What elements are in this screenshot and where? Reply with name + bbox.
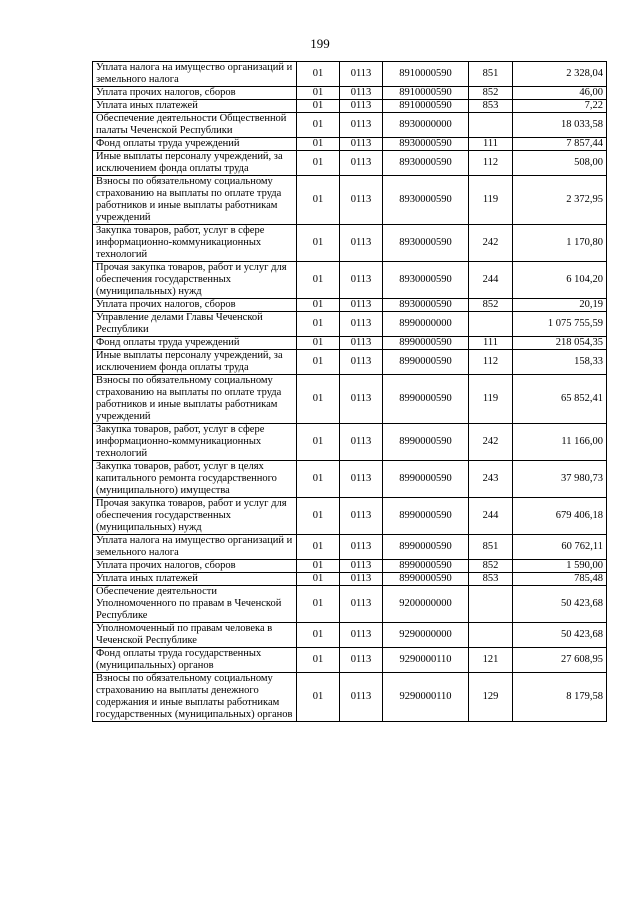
- section-code-cell: 01: [297, 337, 340, 350]
- section-code-cell: 01: [297, 648, 340, 673]
- expense-name-cell: Закупка товаров, работ, услуг в целях капитального ремонта государственного (муниципального) имущества: [93, 461, 297, 498]
- section-code-cell: 01: [297, 62, 340, 87]
- expense-type-cell: [469, 623, 513, 648]
- amount-cell: 679 406,18: [513, 498, 607, 535]
- expense-name-cell: Закупка товаров, работ, услуг в сфере информационно-коммуникационных технологий: [93, 225, 297, 262]
- subsection-code-cell: 0113: [340, 560, 383, 573]
- subsection-code-cell: 0113: [340, 113, 383, 138]
- section-code-cell: 01: [297, 560, 340, 573]
- expense-type-cell: 853: [469, 100, 513, 113]
- section-code-cell: 01: [297, 87, 340, 100]
- amount-cell: 37 980,73: [513, 461, 607, 498]
- expense-type-cell: 852: [469, 560, 513, 573]
- table-row: [93, 312, 607, 337]
- amount-cell: 1 590,00: [513, 560, 607, 573]
- amount-cell: 2 328,04: [513, 62, 607, 87]
- table-row: [93, 560, 607, 573]
- amount-cell: 7 857,44: [513, 138, 607, 151]
- section-code-cell: 01: [297, 623, 340, 648]
- amount-cell: 20,19: [513, 299, 607, 312]
- section-code-cell: 01: [297, 151, 340, 176]
- expense-name-cell: Уплата иных платежей: [93, 100, 297, 113]
- expense-type-cell: 242: [469, 225, 513, 262]
- target-article-cell: 8990000590: [383, 560, 469, 573]
- target-article-cell: 8930000590: [383, 262, 469, 299]
- section-code-cell: 01: [297, 138, 340, 151]
- subsection-code-cell: 0113: [340, 498, 383, 535]
- table-row: [93, 498, 607, 535]
- expense-name-cell: Взносы по обязательному социальному страхованию на выплаты денежного содержания и иные выплаты работникам государственных (муниципальных) органов: [93, 673, 297, 722]
- amount-cell: 50 423,68: [513, 623, 607, 648]
- expense-type-cell: 853: [469, 573, 513, 586]
- amount-cell: 65 852,41: [513, 375, 607, 424]
- table-row: [93, 87, 607, 100]
- subsection-code-cell: 0113: [340, 424, 383, 461]
- section-code-cell: 01: [297, 535, 340, 560]
- subsection-code-cell: 0113: [340, 299, 383, 312]
- section-code-cell: 01: [297, 498, 340, 535]
- budget-table: [92, 61, 607, 722]
- expense-name-cell: Прочая закупка товаров, работ и услуг для обеспечения государственных (муниципальных) нужд: [93, 498, 297, 535]
- expense-type-cell: 112: [469, 350, 513, 375]
- budget-table-body: [93, 62, 607, 722]
- target-article-cell: 8990000590: [383, 461, 469, 498]
- expense-name-cell: Фонд оплаты труда государственных (муниципальных) органов: [93, 648, 297, 673]
- expense-name-cell: Закупка товаров, работ, услуг в сфере информационно-коммуникационных технологий: [93, 424, 297, 461]
- target-article-cell: 8930000000: [383, 113, 469, 138]
- section-code-cell: 01: [297, 424, 340, 461]
- target-article-cell: 9290000000: [383, 623, 469, 648]
- amount-cell: 785,48: [513, 573, 607, 586]
- expense-type-cell: 111: [469, 337, 513, 350]
- table-row: [93, 100, 607, 113]
- expense-name-cell: Обеспечение деятельности Общественной палаты Чеченской Республики: [93, 113, 297, 138]
- section-code-cell: 01: [297, 262, 340, 299]
- target-article-cell: 8990000590: [383, 573, 469, 586]
- subsection-code-cell: 0113: [340, 461, 383, 498]
- expense-name-cell: Уплата прочих налогов, сборов: [93, 87, 297, 100]
- target-article-cell: 8990000590: [383, 375, 469, 424]
- amount-cell: 11 166,00: [513, 424, 607, 461]
- table-row: [93, 176, 607, 225]
- expense-type-cell: 244: [469, 498, 513, 535]
- amount-cell: 1 075 755,59: [513, 312, 607, 337]
- table-row: [93, 113, 607, 138]
- amount-cell: 8 179,58: [513, 673, 607, 722]
- amount-cell: 6 104,20: [513, 262, 607, 299]
- expense-type-cell: 851: [469, 535, 513, 560]
- target-article-cell: 8930000590: [383, 299, 469, 312]
- expense-type-cell: 851: [469, 62, 513, 87]
- subsection-code-cell: 0113: [340, 151, 383, 176]
- expense-type-cell: [469, 113, 513, 138]
- amount-cell: 60 762,11: [513, 535, 607, 560]
- subsection-code-cell: 0113: [340, 100, 383, 113]
- table-row: [93, 461, 607, 498]
- subsection-code-cell: 0113: [340, 586, 383, 623]
- amount-cell: 158,33: [513, 350, 607, 375]
- table-row: [93, 337, 607, 350]
- target-article-cell: 8990000590: [383, 350, 469, 375]
- expense-type-cell: 244: [469, 262, 513, 299]
- expense-type-cell: 129: [469, 673, 513, 722]
- expense-name-cell: Уплата налога на имущество организаций и земельного налога: [93, 535, 297, 560]
- expense-type-cell: 111: [469, 138, 513, 151]
- expense-name-cell: Уплата прочих налогов, сборов: [93, 299, 297, 312]
- table-row: [93, 62, 607, 87]
- page-number: 199: [310, 36, 330, 51]
- amount-cell: 2 372,95: [513, 176, 607, 225]
- section-code-cell: 01: [297, 375, 340, 424]
- target-article-cell: 8910000590: [383, 100, 469, 113]
- expense-type-cell: 119: [469, 176, 513, 225]
- subsection-code-cell: 0113: [340, 225, 383, 262]
- expense-type-cell: 243: [469, 461, 513, 498]
- section-code-cell: 01: [297, 176, 340, 225]
- expense-name-cell: Иные выплаты персоналу учреждений, за исключением фонда оплаты труда: [93, 151, 297, 176]
- expense-name-cell: Фонд оплаты труда учреждений: [93, 337, 297, 350]
- target-article-cell: 8930000590: [383, 225, 469, 262]
- expense-type-cell: 121: [469, 648, 513, 673]
- expense-name-cell: Взносы по обязательному социальному страхованию на выплаты по оплате труда работников и иные выплаты работникам учреждений: [93, 176, 297, 225]
- amount-cell: 218 054,35: [513, 337, 607, 350]
- expense-name-cell: Уплата налога на имущество организаций и земельного налога: [93, 62, 297, 87]
- subsection-code-cell: 0113: [340, 176, 383, 225]
- target-article-cell: 8990000590: [383, 535, 469, 560]
- section-code-cell: 01: [297, 461, 340, 498]
- table-row: [93, 299, 607, 312]
- target-article-cell: 8930000590: [383, 151, 469, 176]
- table-row: [93, 623, 607, 648]
- amount-cell: 508,00: [513, 151, 607, 176]
- expense-name-cell: Взносы по обязательному социальному страхованию на выплаты по оплате труда работников и иные выплаты работникам учреждений: [93, 375, 297, 424]
- table-row: [93, 138, 607, 151]
- subsection-code-cell: 0113: [340, 62, 383, 87]
- amount-cell: 1 170,80: [513, 225, 607, 262]
- section-code-cell: 01: [297, 573, 340, 586]
- section-code-cell: 01: [297, 225, 340, 262]
- subsection-code-cell: 0113: [340, 350, 383, 375]
- table-row: [93, 350, 607, 375]
- expense-name-cell: Иные выплаты персоналу учреждений, за исключением фонда оплаты труда: [93, 350, 297, 375]
- section-code-cell: 01: [297, 350, 340, 375]
- amount-cell: 50 423,68: [513, 586, 607, 623]
- target-article-cell: 8930000590: [383, 176, 469, 225]
- table-row: [93, 262, 607, 299]
- expense-name-cell: Уплата иных платежей: [93, 573, 297, 586]
- amount-cell: 27 608,95: [513, 648, 607, 673]
- target-article-cell: 8990000590: [383, 498, 469, 535]
- subsection-code-cell: 0113: [340, 262, 383, 299]
- expense-type-cell: 242: [469, 424, 513, 461]
- target-article-cell: 8990000590: [383, 337, 469, 350]
- amount-cell: 7,22: [513, 100, 607, 113]
- expense-name-cell: Уплата прочих налогов, сборов: [93, 560, 297, 573]
- expense-type-cell: [469, 586, 513, 623]
- amount-cell: 18 033,58: [513, 113, 607, 138]
- target-article-cell: 8930000590: [383, 138, 469, 151]
- table-row: [93, 424, 607, 461]
- table-row: [93, 673, 607, 722]
- target-article-cell: 9290000110: [383, 648, 469, 673]
- expense-name-cell: Обеспечение деятельности Уполномоченного по правам в Чеченской Республике: [93, 586, 297, 623]
- target-article-cell: 8990000000: [383, 312, 469, 337]
- target-article-cell: 8910000590: [383, 87, 469, 100]
- section-code-cell: 01: [297, 299, 340, 312]
- table-row: [93, 535, 607, 560]
- amount-cell: 46,00: [513, 87, 607, 100]
- expense-name-cell: Фонд оплаты труда учреждений: [93, 138, 297, 151]
- subsection-code-cell: 0113: [340, 648, 383, 673]
- section-code-cell: 01: [297, 113, 340, 138]
- subsection-code-cell: 0113: [340, 535, 383, 560]
- section-code-cell: 01: [297, 673, 340, 722]
- table-row: [93, 586, 607, 623]
- subsection-code-cell: 0113: [340, 375, 383, 424]
- subsection-code-cell: 0113: [340, 138, 383, 151]
- table-row: [93, 151, 607, 176]
- expense-type-cell: [469, 312, 513, 337]
- subsection-code-cell: 0113: [340, 623, 383, 648]
- subsection-code-cell: 0113: [340, 337, 383, 350]
- target-article-cell: 8910000590: [383, 62, 469, 87]
- subsection-code-cell: 0113: [340, 87, 383, 100]
- table-row: [93, 573, 607, 586]
- target-article-cell: 9200000000: [383, 586, 469, 623]
- target-article-cell: 8990000590: [383, 424, 469, 461]
- table-row: [93, 648, 607, 673]
- expense-type-cell: 852: [469, 87, 513, 100]
- expense-type-cell: 112: [469, 151, 513, 176]
- expense-name-cell: Уполномоченный по правам человека в Чеченской Республике: [93, 623, 297, 648]
- table-row: [93, 225, 607, 262]
- section-code-cell: 01: [297, 100, 340, 113]
- target-article-cell: 9290000110: [383, 673, 469, 722]
- expense-name-cell: Управление делами Главы Чеченской Республики: [93, 312, 297, 337]
- expense-name-cell: Прочая закупка товаров, работ и услуг для обеспечения государственных (муниципальных) нужд: [93, 262, 297, 299]
- expense-type-cell: 119: [469, 375, 513, 424]
- subsection-code-cell: 0113: [340, 312, 383, 337]
- subsection-code-cell: 0113: [340, 673, 383, 722]
- subsection-code-cell: 0113: [340, 573, 383, 586]
- table-row: [93, 375, 607, 424]
- section-code-cell: 01: [297, 312, 340, 337]
- section-code-cell: 01: [297, 586, 340, 623]
- expense-type-cell: 852: [469, 299, 513, 312]
